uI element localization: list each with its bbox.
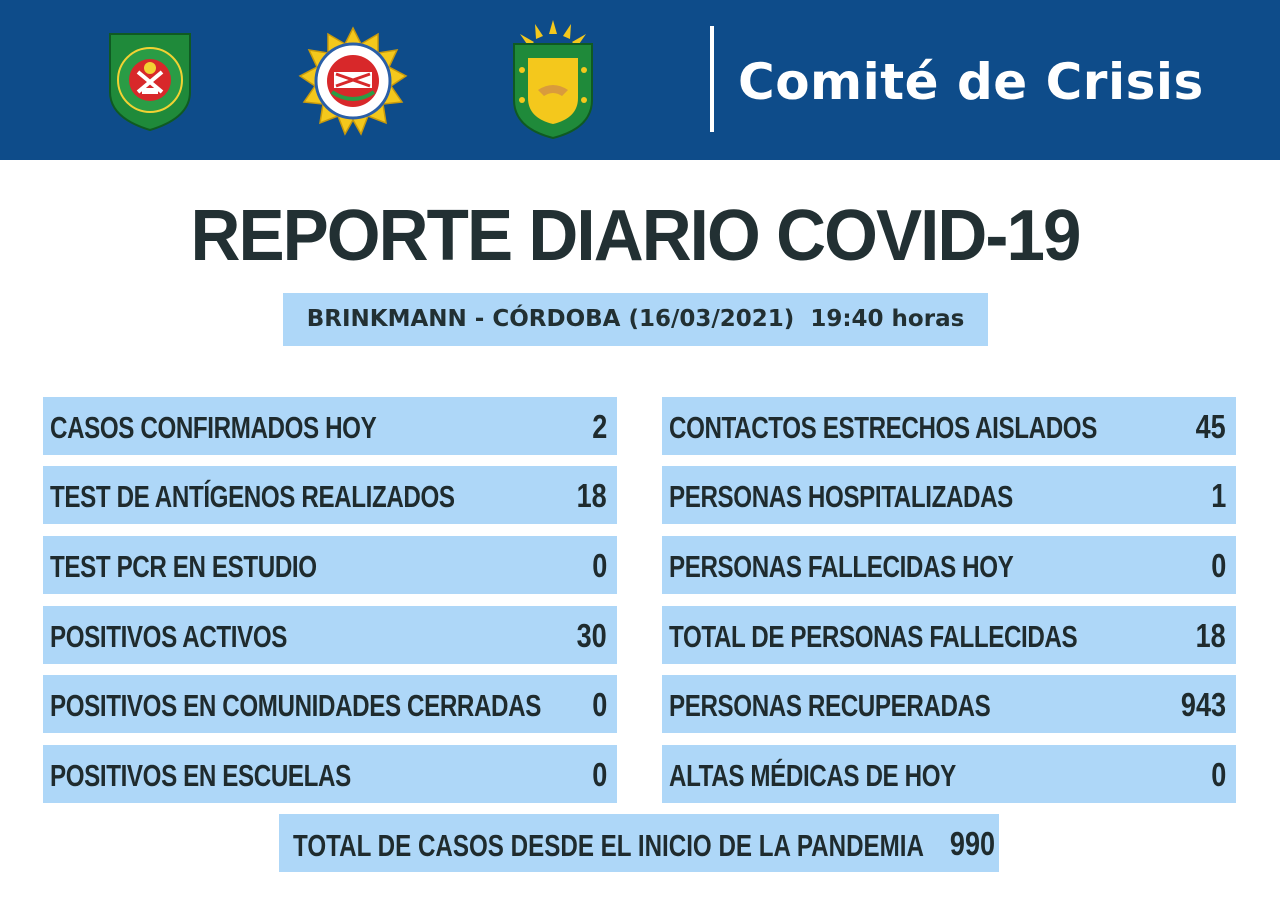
- stat-row-total-cases: [279, 814, 999, 872]
- municipal-coat-of-arms-icon: [510, 20, 596, 140]
- stat-value: 18: [576, 477, 607, 514]
- header-divider: [710, 26, 714, 132]
- stat-label: TOTAL DE PERSONAS FALLECIDAS: [669, 619, 1078, 654]
- stat-value: 0: [1210, 756, 1226, 793]
- stat-row-closed-communities: [43, 675, 617, 733]
- stat-label: PERSONAS HOSPITALIZADAS: [669, 479, 1013, 514]
- stat-label: PERSONAS FALLECIDAS HOY: [669, 549, 1014, 584]
- stat-label: PERSONAS RECUPERADAS: [669, 688, 991, 723]
- stat-value: 943: [1180, 686, 1226, 723]
- stat-row-pcr-pending: [43, 536, 617, 594]
- firefighters-shield-icon: [104, 30, 196, 132]
- stat-value: 0: [591, 547, 607, 584]
- total-value: 990: [949, 825, 995, 862]
- stat-row-active-positives: [43, 606, 617, 664]
- stat-label: TEST DE ANTÍGENOS REALIZADOS: [50, 479, 455, 514]
- stat-value: 1: [1210, 477, 1226, 514]
- stat-label: ALTAS MÉDICAS DE HOY: [669, 758, 956, 793]
- stat-label: TEST PCR EN ESTUDIO: [50, 549, 317, 584]
- stat-label: POSITIVOS EN COMUNIDADES CERRADAS: [50, 688, 541, 723]
- report-title: REPORTE DIARIO COVID-19: [190, 196, 1080, 276]
- stat-row-confirmed-today: [43, 397, 617, 455]
- header-banner: [0, 0, 1280, 160]
- stat-row-recovered: [662, 675, 1236, 733]
- stat-label: POSITIVOS EN ESCUELAS: [50, 758, 351, 793]
- stat-row-antigen-tests: [43, 466, 617, 524]
- stat-label: CASOS CONFIRMADOS HOY: [50, 410, 377, 445]
- stat-value: 30: [576, 617, 607, 654]
- stat-value: 2: [591, 408, 607, 445]
- total-label: TOTAL DE CASOS DESDE EL INICIO DE LA PANDEMIA: [293, 828, 924, 863]
- stat-value: 45: [1195, 408, 1226, 445]
- stat-label: CONTACTOS ESTRECHOS AISLADOS: [669, 410, 1097, 445]
- stat-value: 18: [1195, 617, 1226, 654]
- stat-row-close-contacts: [662, 397, 1236, 455]
- report-subtitle: BRINKMANN - CÓRDOBA (16/03/2021) 19:40 horas: [283, 293, 988, 346]
- stat-row-discharges-today: [662, 745, 1236, 803]
- stat-value: 0: [1210, 547, 1226, 584]
- stat-value: 0: [591, 756, 607, 793]
- stat-label: POSITIVOS ACTIVOS: [50, 619, 288, 654]
- stat-value: 0: [591, 686, 607, 723]
- stat-row-schools: [43, 745, 617, 803]
- stat-row-hospitalized: [662, 466, 1236, 524]
- committee-title: Comité de Crisis: [738, 53, 1204, 111]
- police-badge-icon: [298, 26, 408, 136]
- stat-row-deaths-today: [662, 536, 1236, 594]
- stat-row-total-deaths: [662, 606, 1236, 664]
